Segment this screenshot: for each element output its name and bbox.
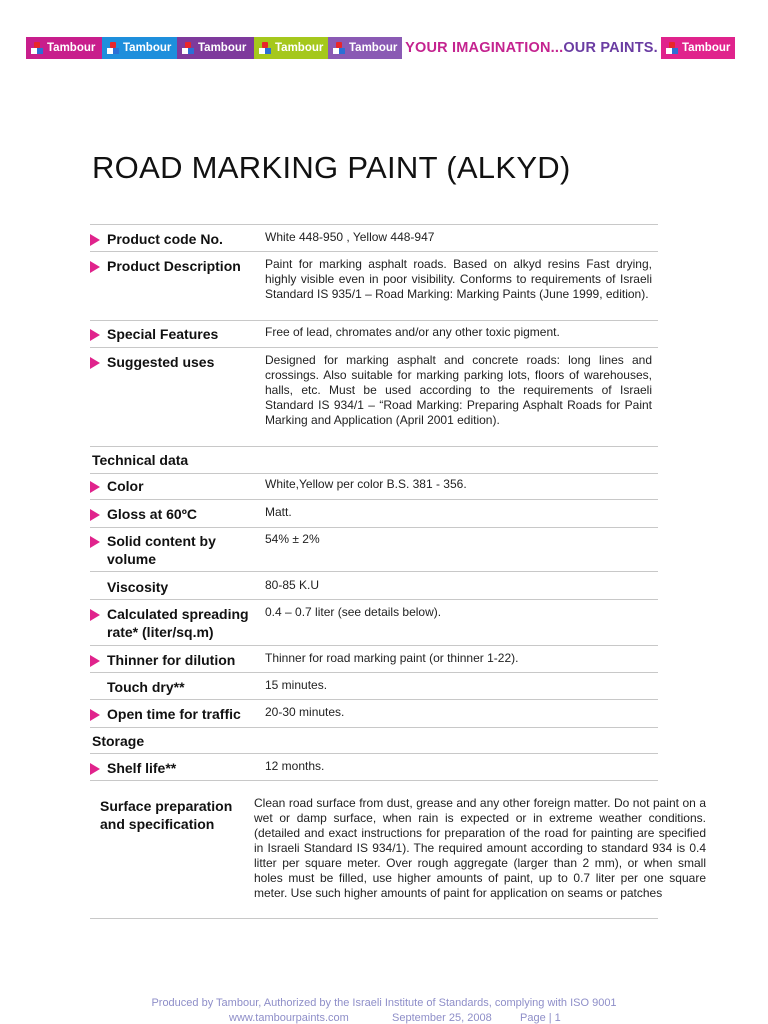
- logo-text: Tambour: [47, 42, 96, 54]
- logo-text: Tambour: [275, 42, 324, 54]
- arrow-bullet-icon: [90, 261, 100, 273]
- surface-preparation-text: Clean road surface from dust, grease and any other foreign matter. Do not paint on a wet or damp surface, when rain is expected or in extreme weather conditions. (detailed and exact instructions for preparation of the road for painting are specified in Israeli Standard IS 934/1). The required amount according to standard 934 is 0.4 litter per square meter. Over rough aggregate (larger than 2 mm), or when small holes must be filled, use higher amounts of paint, up to 0.7 liter per one square meter. Use such higher amounts of paint for application on seams or patches: [254, 796, 706, 900]
- footer-credit: Produced by Tambour, Authorized by the Israeli Institute of Standards, complying with ISO 9001: [151, 997, 617, 1009]
- tambour-logo: [254, 37, 328, 59]
- divider: [90, 473, 658, 474]
- tambour-logo: [26, 37, 102, 59]
- divider: [90, 499, 658, 500]
- arrow-bullet-icon: [90, 509, 100, 521]
- divider: [90, 251, 658, 252]
- spec-label: Thinner for dilution: [107, 652, 236, 668]
- spec-label: Product Description: [107, 258, 241, 274]
- spec-value: Paint for marking asphalt roads. Based on alkyd resins Fast drying, highly visible even in poor visibility. Conforms to requirements of Israeli Standard IS 935/1 – Road Marking: Marking Paints (June 1999, edition).: [265, 257, 652, 301]
- spec-value: Matt.: [265, 505, 292, 519]
- tambour-mark-icon: [259, 42, 271, 54]
- divider: [90, 918, 658, 919]
- spec-value: 12 months.: [265, 759, 325, 773]
- spec-value: White 448-950 , Yellow 448-947: [265, 230, 435, 244]
- divider: [90, 571, 658, 572]
- tambour-mark-icon: [333, 42, 345, 54]
- footer-website: www.tambourpaints.com: [229, 1012, 349, 1024]
- spec-value: 20-30 minutes.: [265, 705, 345, 719]
- slogan-part2: OUR PAINTS.: [563, 40, 658, 56]
- spec-value: Free of lead, chromates and/or any other toxic pigment.: [265, 325, 560, 339]
- logo-text: Tambour: [349, 42, 398, 54]
- arrow-bullet-icon: [90, 763, 100, 775]
- section-heading-storage: Storage: [92, 733, 145, 749]
- brand-slogan: [402, 37, 661, 59]
- arrow-bullet-icon: [90, 357, 100, 369]
- logo-text: Tambour: [123, 42, 172, 54]
- tambour-mark-icon: [107, 42, 119, 54]
- spec-label: Touch dry**: [107, 679, 185, 695]
- tambour-mark-icon: [666, 42, 678, 54]
- tambour-logo: [102, 37, 177, 59]
- arrow-bullet-icon: [90, 536, 100, 548]
- divider: [90, 224, 658, 225]
- arrow-bullet-icon: [90, 481, 100, 493]
- spec-label: Gloss at 60ºC: [107, 506, 197, 522]
- slogan-part1: YOUR IMAGINATION...: [405, 40, 564, 56]
- spec-value: 80-85 K.U: [265, 578, 320, 592]
- tambour-mark-icon: [31, 42, 43, 54]
- divider: [90, 599, 658, 600]
- section-heading-technical: Technical data: [92, 452, 189, 468]
- surface-preparation-label: Surface preparation and specification: [100, 798, 233, 832]
- divider: [90, 672, 658, 673]
- tambour-logo: [328, 37, 402, 59]
- spec-value: Thinner for road marking paint (or thinner 1-22).: [265, 651, 519, 665]
- arrow-bullet-icon: [90, 609, 100, 621]
- page-title: ROAD MARKING PAINT (ALKYD): [92, 150, 571, 185]
- tambour-mark-icon: [182, 42, 194, 54]
- spec-value: White,Yellow per color B.S. 381 - 356.: [265, 477, 467, 491]
- spec-label: Special Features: [107, 326, 219, 342]
- divider: [90, 727, 658, 728]
- spec-value: 15 minutes.: [265, 678, 328, 692]
- spec-value: 54% ± 2%: [265, 532, 320, 546]
- spec-label: Shelf life**: [107, 760, 177, 776]
- divider: [90, 527, 658, 528]
- divider: [90, 780, 658, 781]
- tambour-logo: [661, 37, 735, 59]
- divider: [90, 699, 658, 700]
- footer-date: September 25, 2008: [392, 1012, 492, 1024]
- spec-label: Calculated spreading rate* (liter/sq.m): [107, 606, 249, 640]
- divider: [90, 347, 658, 348]
- spec-label: Product code No.: [107, 231, 223, 247]
- arrow-bullet-icon: [90, 234, 100, 246]
- spec-value: Designed for marking asphalt and concrete roads: long lines and crossings. Also suitable for marking parking lots, floors of warehouses, halls, etc. Must be used according to the requirements of Israeli Standard IS 934/1 – “Road Marking: Preparing Asphalt Roads for Paint Marking and Application (April 2001 edition).: [265, 353, 652, 427]
- logo-text: Tambour: [682, 42, 731, 54]
- spec-label: Solid content by volume: [107, 533, 216, 567]
- spec-label: Color: [107, 478, 144, 494]
- tambour-logo: [177, 37, 254, 59]
- divider: [90, 645, 658, 646]
- arrow-bullet-icon: [90, 655, 100, 667]
- spec-label: Open time for traffic: [107, 706, 241, 722]
- spec-value: 0.4 – 0.7 liter (see details below).: [265, 605, 442, 619]
- spec-label: Suggested uses: [107, 354, 215, 370]
- arrow-bullet-icon: [90, 329, 100, 341]
- divider: [90, 753, 658, 754]
- divider: [90, 320, 658, 321]
- brand-bar: [26, 37, 735, 59]
- divider: [90, 446, 658, 447]
- footer-page: Page | 1: [520, 1012, 561, 1024]
- arrow-bullet-icon: [90, 709, 100, 721]
- spec-label: Viscosity: [107, 579, 169, 595]
- logo-text: Tambour: [198, 42, 247, 54]
